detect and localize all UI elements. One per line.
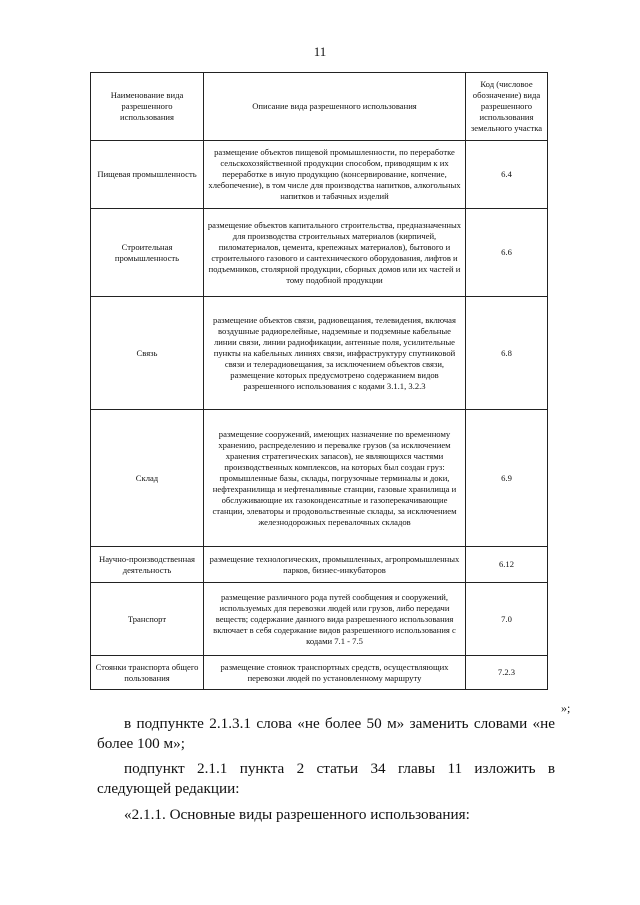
use-code-cell: 6.8 (466, 297, 548, 410)
use-description-cell: размещение объектов пищевой промышленности, по переработке сельскохозяйственной продукции способом, приводящим к их переработке в иную продукцию (консервирование, копчение, хлебопечение), в том числе для производства напитков, алкогольных напитков и табачных изделий (204, 141, 466, 209)
use-name-cell: Склад (91, 410, 204, 547)
header-code: Код (числовое обозначение) вида разрешенного использования земельного участка (466, 73, 548, 141)
page-number: 11 (313, 44, 327, 59)
use-name-cell: Строительная промышленность (91, 209, 204, 297)
use-name-cell: Стоянки транспорта общего пользования (91, 656, 204, 690)
use-code-cell: 7.0 (466, 583, 548, 656)
table-row (91, 547, 548, 583)
use-description-cell: размещение стоянок транспортных средств, осуществляющих перевозки людей по установленному маршруту (204, 656, 466, 690)
table-row (91, 583, 548, 656)
use-name-cell: Пищевая промышленность (91, 141, 204, 209)
use-name-cell: Связь (91, 297, 204, 410)
use-description-cell: размещение объектов связи, радиовещания, телевидения, включая воздушные радиорелейные, надземные и подземные кабельные линии связи, линии радиофикации, антенные поля, усилительные пункты на кабельных линиях связи, инфраструктуру спутниковой связи и телерадиовещания, за исключением объектов связи, размещение которых предусмотрено содержанием видов разрешенного использования с кодами 3.1.1, 3.2.3 (204, 297, 466, 410)
use-name-cell: Транспорт (91, 583, 204, 656)
use-code-cell: 6.9 (466, 410, 548, 547)
use-description-cell: размещение сооружений, имеющих назначение по временному хранению, распределению и перевалке грузов (за исключением хранения стратегических запасов), не являющихся частями производственных комплексов, на которых был создан груз: промышленные базы, склады, погрузочные терминалы и доки, нефтехранилища и нефтеналивные станции, газовые хранилища и обслуживающие их газоконденсатные и газоперекачивающие станции, элеваторы и продовольственные склады, за исключением железнодорожных перевалочных складов (204, 410, 466, 547)
table-row (91, 297, 548, 410)
land-use-table (90, 72, 548, 690)
header-name: Наименование вида разрешенного использования (91, 73, 204, 141)
use-description-cell: размещение различного рода путей сообщения и сооружений, используемых для перевозки людей или грузов, либо передачи веществ; содержание данного вида разрешенного использования включает в себя содержание видов разрешенного использования с кодами 7.1 - 7.5 (204, 583, 466, 656)
use-code-cell: 7.2.3 (466, 656, 548, 690)
table-closing-quote: »; (561, 701, 571, 715)
header-description: Описание вида разрешенного использования (204, 73, 466, 141)
table-row (91, 141, 548, 209)
use-code-cell: 6.4 (466, 141, 548, 209)
table-row (91, 410, 548, 547)
table-row (91, 209, 548, 297)
use-description-cell: размещение технологических, промышленных, агропромышленных парков, бизнес-инкубаторов (204, 547, 466, 583)
use-code-cell: 6.6 (466, 209, 548, 297)
use-name-cell: Научно-производственная деятельность (91, 547, 204, 583)
use-description-cell: размещение объектов капитального строительства, предназначенных для производства строительных материалов (кирпичей, пиломатериалов, цемента, крепежных материалов), бытового и строительного газового и сантехнического оборудования, лифтов и подъемников, столярной продукции, сборных домов или их частей и тому подобной продукции (204, 209, 466, 297)
amendment-paragraph: подпункт 2.1.1 пункта 2 статьи 34 главы 11 изложить в следующей редакции: (97, 760, 555, 797)
amendment-paragraph: «2.1.1. Основные виды разрешенного использования: (124, 806, 470, 823)
table-header-row (91, 73, 548, 141)
amendment-paragraph: в подпункте 2.1.3.1 слова «не более 50 м» заменить словами «не более 100 м»; (97, 715, 555, 752)
use-code-cell: 6.12 (466, 547, 548, 583)
table-row (91, 656, 548, 690)
